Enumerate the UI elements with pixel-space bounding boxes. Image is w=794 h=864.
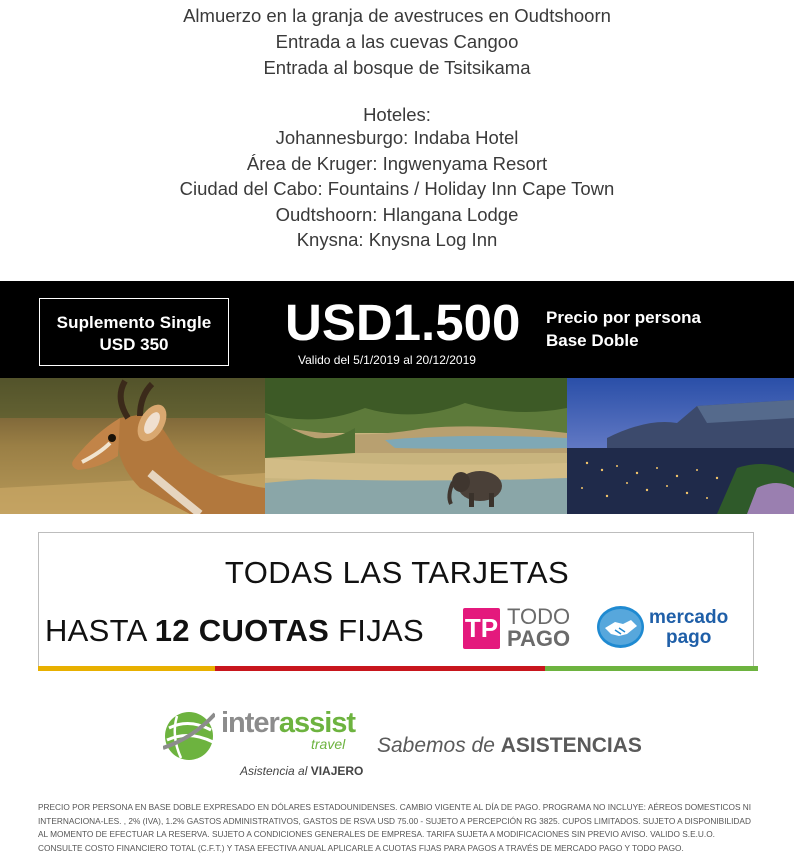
installments-suffix: FIJAS — [329, 613, 424, 648]
single-supplement-box — [39, 298, 229, 366]
price-banner — [0, 281, 794, 378]
hotels-heading: Hoteles: — [363, 104, 431, 125]
itinerary-line: Entrada a las cuevas Cangoo — [275, 31, 519, 52]
brand-travel: travel — [311, 736, 346, 752]
legal-disclaimer: PRECIO POR PERSONA EN BASE DOBLE EXPRESADO EN DÓLARES ESTADOUNIDENSES. CAMBIO VIGENTE AL DÍA DE PAGO. PROGRAMA NO INCLUYE: AÉREOS DOMESTICOS NI INTERNACIONA-LES. , 2% (IVA), 1.2% GASTOS ADMINISTRATIVOS, GASTOS DE RSVA USD 75.00 - SUJETO A PERCEPCIÓN RG 3825. CUPOS LIMITADOS. SUJETO A DISPONIBILIDAD AL MOMENTO DE EFECTUAR LA RESERVA. SUJETO A CONDICIONES GENERALES DE EMPRESA. TARIFA SUJETA A MODIFICACIONES SIN PREVIO AVISO. VALIDO S.E.U.O. CONSULTE COSTO FINANCIERO TOTAL (C.F.T.) Y TASA EFECTIVA ANUAL APLICARLE A CUOTAS FIJAS PARA PAGOS A TRAVÉS DE MERCADO PAGO Y TODO PAGO. — [38, 802, 752, 853]
color-stripe — [38, 666, 758, 671]
todopago-icon: TP — [463, 608, 500, 649]
hotel-item: Ciudad del Cabo: Fountains / Holiday Inn Cape Town — [179, 178, 615, 200]
elephant-river-photo — [265, 378, 567, 514]
main-price: USD1.500 — [285, 294, 521, 351]
todopago-top: TODO — [507, 604, 571, 629]
stripe-green — [545, 666, 758, 671]
single-supplement-label: Suplemento Single — [56, 313, 212, 332]
itinerary-line: Entrada al bosque de Tsitsikama — [263, 57, 531, 78]
slogan-bold: ASISTENCIAS — [500, 734, 642, 757]
brand-name — [221, 708, 355, 738]
stripe-yellow — [38, 666, 215, 671]
globe-icon — [163, 708, 215, 762]
installments-text — [45, 613, 424, 649]
base-label: Base Doble — [546, 331, 639, 350]
itinerary-line: Almuerzo en la granja de avestruces en Oudtshoorn — [183, 5, 611, 26]
single-supplement-value: USD 350 — [99, 335, 169, 354]
brand-assist: assist — [278, 707, 356, 739]
cape-town-photo — [567, 378, 794, 514]
mercadopago-bottom: pago — [666, 627, 712, 648]
validity-dates: Valido del 5/1/2019 al 20/12/2019 — [298, 353, 476, 367]
hotel-item: Johannesburgo: Indaba Hotel — [275, 127, 519, 148]
interassist-logo — [163, 706, 363, 780]
impala-photo — [0, 378, 265, 514]
slogan — [377, 734, 642, 758]
mercadopago-wordmark — [649, 608, 728, 648]
todopago-bottom: PAGO — [507, 626, 571, 651]
brand-inter: inter — [221, 707, 279, 739]
brand-tagline — [240, 764, 363, 778]
mercadopago-top: mercado — [649, 607, 729, 628]
installments-prefix: HASTA — [45, 613, 155, 648]
stripe-red — [215, 666, 545, 671]
hotel-item: Área de Kruger: Ingwenyama Resort — [246, 152, 548, 174]
per-person-label: Precio por persona — [546, 308, 701, 327]
hotel-list — [0, 125, 794, 253]
tagline-bold: VIAJERO — [310, 764, 364, 778]
photo-strip — [0, 378, 794, 514]
mercadopago-logo — [597, 606, 732, 652]
price-basis — [546, 306, 701, 352]
todopago-logo — [463, 606, 573, 652]
payment-title: TODAS LAS TARJETAS — [224, 555, 570, 590]
handshake-icon — [597, 606, 644, 648]
slogan-prefix: Sabemos de — [377, 734, 501, 757]
hotel-item: Oudtshoorn: Hlangana Lodge — [275, 203, 519, 225]
tagline-prefix: Asistencia al — [240, 764, 311, 778]
hotel-item: Knysna: Knysna Log Inn — [296, 229, 498, 251]
todopago-wordmark — [507, 606, 570, 650]
installments-count: 12 CUOTAS — [154, 613, 330, 648]
